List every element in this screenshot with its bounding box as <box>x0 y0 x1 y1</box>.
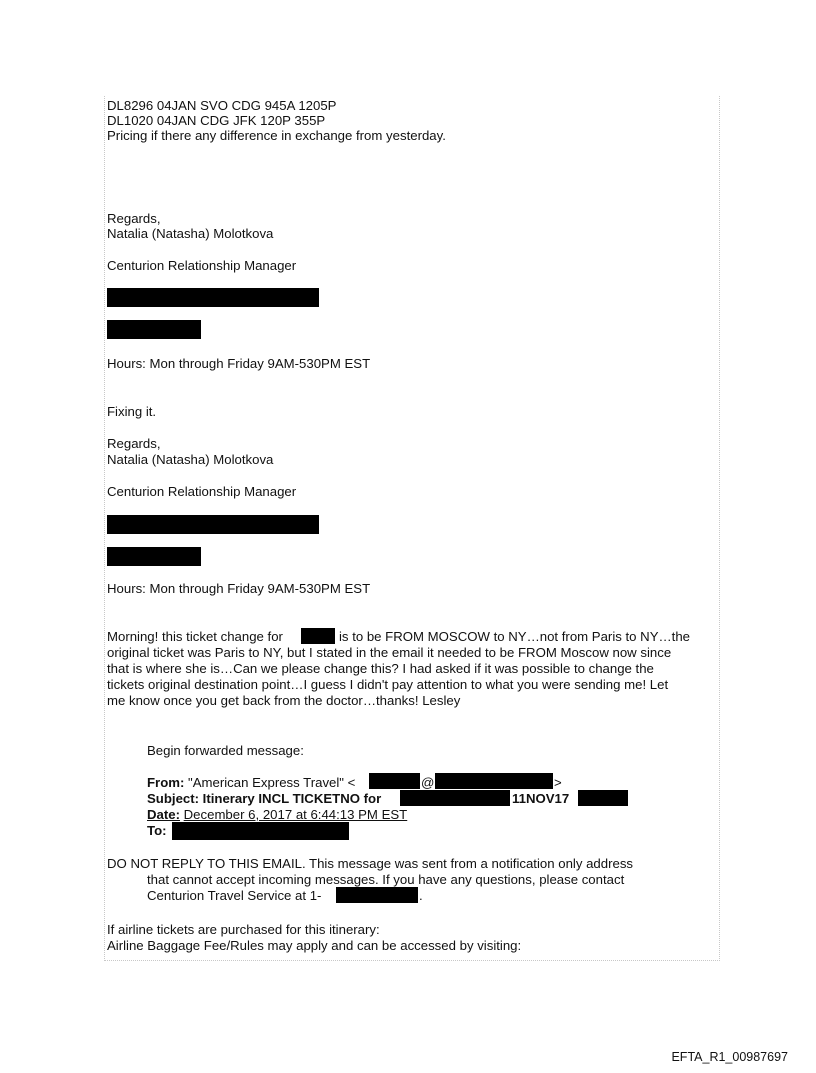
notice-line: . <box>419 888 423 903</box>
regards-1: Regards, <box>107 211 161 226</box>
baggage-line: If airline tickets are purchased for this itinerary: <box>107 922 380 937</box>
hours-2: Hours: Mon through Friday 9AM-530PM EST <box>107 581 371 596</box>
redaction-block <box>107 288 319 307</box>
pricing-line: Pricing if there any difference in exchange from yesterday. <box>107 128 446 143</box>
subject-code: 11NOV17 <box>512 791 570 806</box>
redaction-block <box>107 547 201 566</box>
reply-text: Fixing it. <box>107 404 157 419</box>
signer-title-2: Centurion Relationship Manager <box>107 484 297 499</box>
flight-line-2: DL1020 04JAN CDG JFK 120P 355P <box>107 113 326 128</box>
from-close: > <box>554 775 562 790</box>
redaction-block <box>301 628 335 644</box>
redaction-block <box>435 773 553 789</box>
message-line: is to be FROM MOSCOW to NY…not from Paris to NY…the <box>339 629 691 644</box>
message-line: tickets original destination point…I guess I didn't pay attention to what you were sending me! Let <box>107 677 669 692</box>
subject-label: Subject: Itinerary INCL TICKETNO for <box>147 791 382 806</box>
date-label: Date: <box>147 807 180 822</box>
redaction-block <box>172 822 349 840</box>
from-value: "American Express Travel" < <box>188 775 356 790</box>
redaction-block <box>107 515 319 534</box>
document-id: EFTA_R1_00987697 <box>671 1050 788 1064</box>
redaction-block <box>400 790 510 806</box>
message-line: me know once you get back from the doctor…thanks! Lesley <box>107 693 461 708</box>
flight-line-1: DL8296 04JAN SVO CDG 945A 1205P <box>107 98 337 113</box>
signer-name-2: Natalia (Natasha) Molotkova <box>107 452 274 467</box>
message-line: that is where she is…Can we please change this? I had asked if it was possible to change the <box>107 661 654 676</box>
baggage-line: Airline Baggage Fee/Rules may apply and can be accessed by visiting: <box>107 938 522 953</box>
notice-line: that cannot accept incoming messages. If you have any questions, please contact <box>147 872 625 887</box>
hours-1: Hours: Mon through Friday 9AM-530PM EST <box>107 356 371 371</box>
signer-name-1: Natalia (Natasha) Molotkova <box>107 226 274 241</box>
regards-2: Regards, <box>107 436 161 451</box>
message-line: original ticket was Paris to NY, but I stated in the email it needed to be FROM Moscow now since <box>107 645 672 660</box>
from-label: From: <box>147 775 185 790</box>
date-value: December 6, 2017 at 6:44:13 PM EST <box>183 807 408 822</box>
to-label: To: <box>147 823 167 838</box>
redaction-block <box>336 887 418 903</box>
notice-line: Centurion Travel Service at 1- <box>147 888 322 903</box>
redaction-block <box>107 320 201 339</box>
redaction-block <box>369 773 420 789</box>
message-line: Morning! this ticket change for <box>107 629 283 644</box>
redaction-block <box>578 790 628 806</box>
date-line <box>147 807 407 822</box>
forward-intro: Begin forwarded message: <box>147 743 304 758</box>
from-at: @ <box>421 775 435 790</box>
from-line <box>147 775 355 790</box>
signer-title-1: Centurion Relationship Manager <box>107 258 297 273</box>
notice-line: DO NOT REPLY TO THIS EMAIL. This message was sent from a notification only address <box>107 856 634 871</box>
